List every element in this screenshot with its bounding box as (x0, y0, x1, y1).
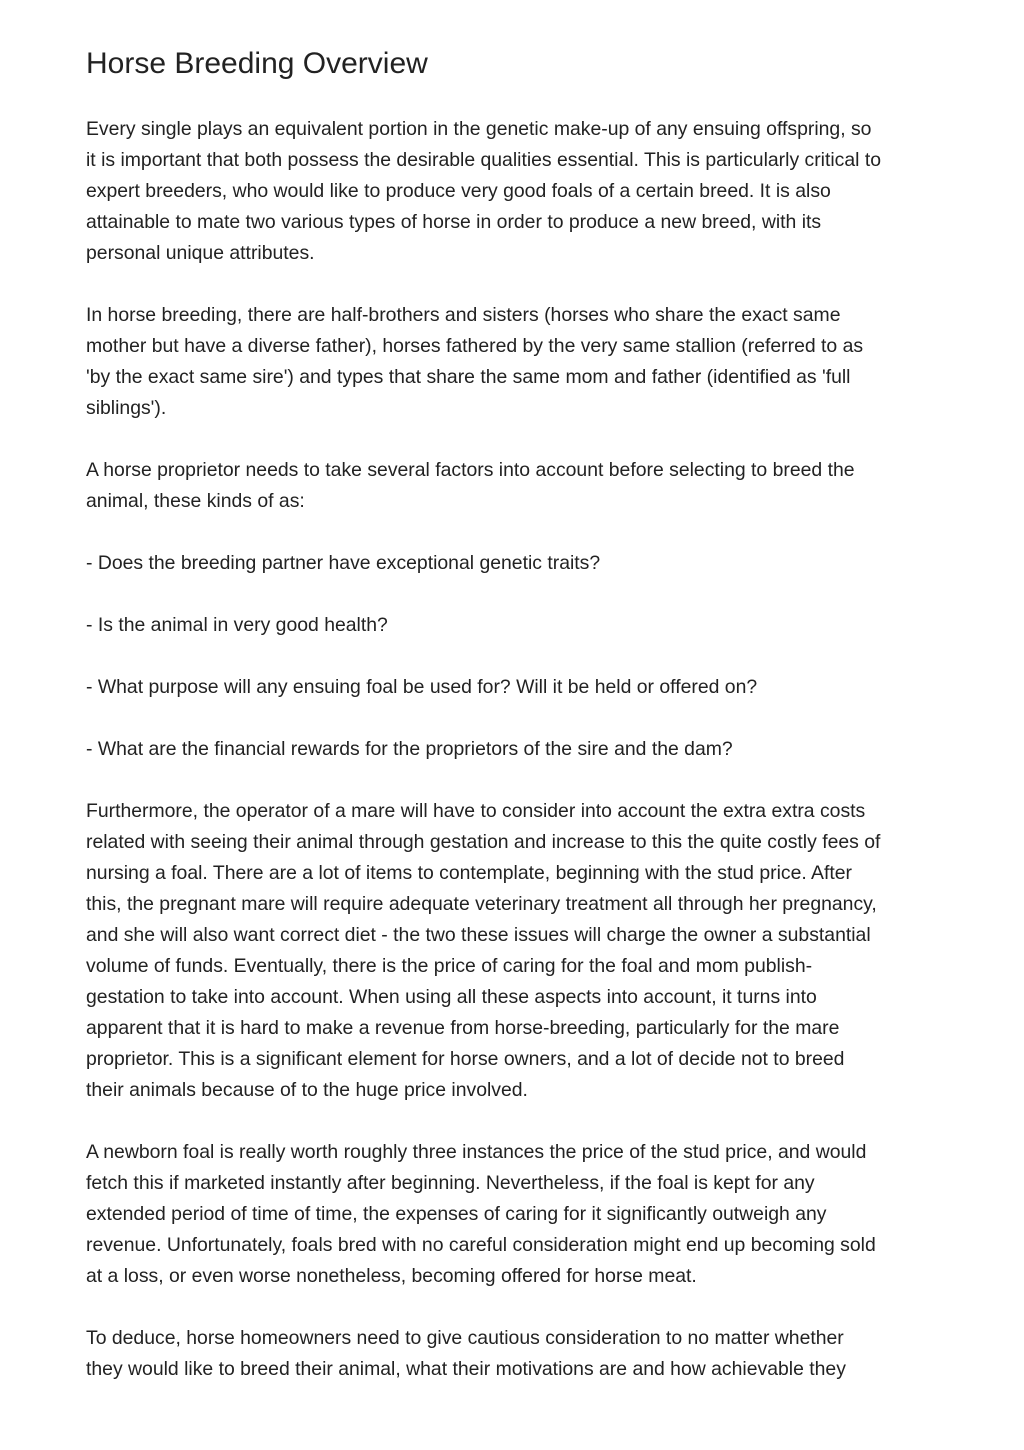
text-line: they would like to breed their animal, what their motivations are and how achievable they (86, 1358, 846, 1380)
text-line: - What are the financial rewards for the proprietors of the sire and the dam? (86, 738, 733, 760)
paragraph-spacer (86, 641, 946, 672)
text-line: fetch this if marketed instantly after beginning. Nevertheless, if the foal is kept for any (86, 1172, 815, 1194)
text-line: nursing a foal. There are a lot of items to contemplate, beginning with the stud price. After (86, 862, 853, 884)
paragraph-spacer (86, 269, 946, 300)
text-line: In horse breeding, there are half-brothers and sisters (horses who share the exact same (86, 304, 841, 326)
text-line: apparent that it is hard to make a revenue from horse-breeding, particularly for the mare (86, 1017, 840, 1039)
list-item (86, 548, 946, 579)
text-line: proprietor. This is a significant element for horse owners, and a lot of decide not to breed (86, 1048, 845, 1070)
text-line: extended period of time of time, the expenses of caring for it significantly outweigh any (86, 1203, 827, 1225)
text-line: siblings'). (86, 397, 167, 419)
paragraph (86, 114, 946, 269)
text-line: A horse proprietor needs to take several factors into account before selecting to breed the (86, 459, 855, 481)
text-line: personal unique attributes. (86, 242, 315, 264)
text-line: - Does the breeding partner have exceptional genetic traits? (86, 552, 601, 574)
page-title: Horse Breeding Overview (86, 47, 428, 80)
list-item (86, 672, 946, 703)
text-line: To deduce, horse homeowners need to give cautious consideration to no matter whether (86, 1327, 844, 1349)
text-line: revenue. Unfortunately, foals bred with no careful consideration might end up becoming sold (86, 1234, 876, 1256)
text-line: animal, these kinds of as: (86, 490, 305, 512)
text-line: related with seeing their animal through gestation and increase to this the quite costly fees of (86, 831, 881, 853)
list-item (86, 734, 946, 765)
text-line: - Is the animal in very good health? (86, 614, 388, 636)
paragraph (86, 1323, 946, 1385)
text-line: it is important that both possess the desirable qualities essential. This is particularly critical to (86, 149, 882, 171)
text-line: Every single plays an equivalent portion in the genetic make-up of any ensuing offspring, so (86, 118, 872, 140)
text-line: 'by the exact same sire') and types that share the same mom and father (identified as 'full (86, 366, 851, 388)
paragraph-spacer (86, 1106, 946, 1137)
text-line: their animals because of to the huge price involved. (86, 1079, 528, 1101)
paragraph-spacer (86, 765, 946, 796)
paragraph-spacer (86, 424, 946, 455)
paragraph (86, 796, 946, 1106)
text-line: A newborn foal is really worth roughly three instances the price of the stud price, and would (86, 1141, 867, 1163)
paragraph-spacer (86, 517, 946, 548)
text-line: gestation to take into account. When using all these aspects into account, it turns into (86, 986, 817, 1008)
paragraph (86, 1137, 946, 1292)
text-line: and she will also want correct diet - the two these issues will charge the owner a substantial (86, 924, 871, 946)
text-line: at a loss, or even worse nonetheless, becoming offered for horse meat. (86, 1265, 697, 1287)
text-line: this, the pregnant mare will require adequate veterinary treatment all through her pregnancy, (86, 893, 877, 915)
text-line: volume of funds. Eventually, there is the price of caring for the foal and mom publish- (86, 955, 813, 977)
paragraph (86, 455, 946, 517)
paragraph-spacer (86, 579, 946, 610)
paragraph-spacer (86, 703, 946, 734)
paragraph-spacer (86, 1292, 946, 1323)
text-line: attainable to mate two various types of horse in order to produce a new breed, with its (86, 211, 822, 233)
list-item (86, 610, 946, 641)
document-body (86, 114, 946, 1385)
text-line: Furthermore, the operator of a mare will have to consider into account the extra extra costs (86, 800, 866, 822)
text-line: - What purpose will any ensuing foal be used for? Will it be held or offered on? (86, 676, 758, 698)
text-line: mother but have a diverse father), horses fathered by the very same stallion (referred to as (86, 335, 864, 357)
paragraph (86, 300, 946, 424)
text-line: expert breeders, who would like to produce very good foals of a certain breed. It is also (86, 180, 831, 202)
